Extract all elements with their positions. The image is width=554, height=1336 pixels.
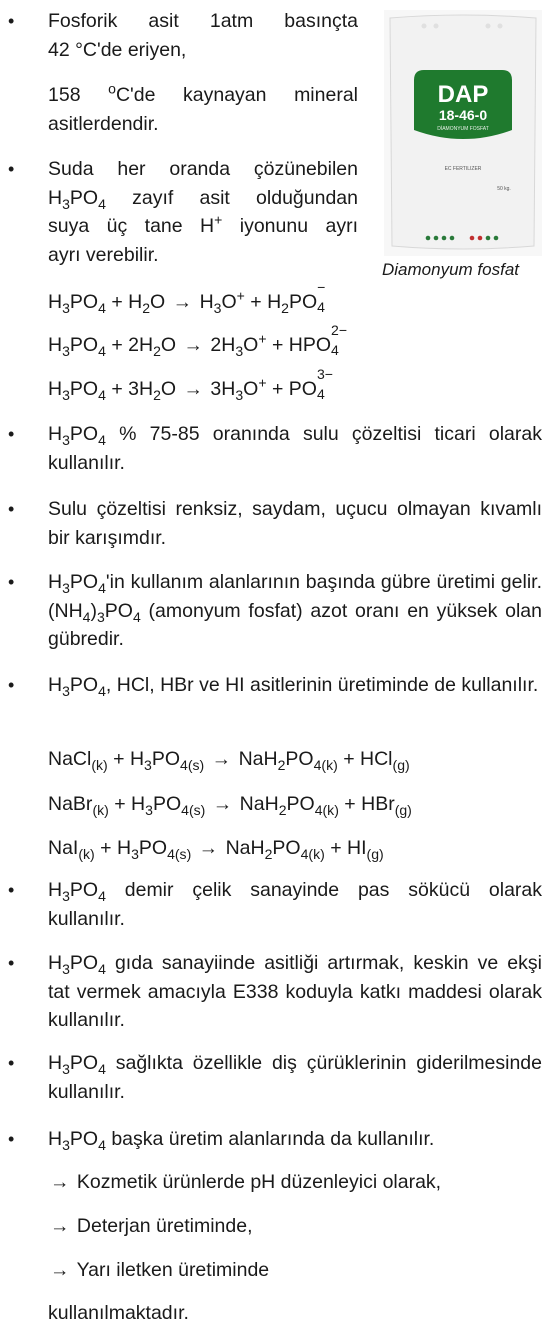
bullet: • — [8, 424, 15, 444]
text-line: 158 $^o$C'de kaynayan mineral — [48, 80, 359, 106]
text-line: $H_3PO_4$ zayıf asit olduğundan — [48, 186, 358, 212]
svg-text:EC FERTILIZER: EC FERTILIZER — [444, 166, 482, 172]
arrow-icon: → — [50, 1259, 70, 1281]
equation-5: NaBr$_{(k)}$ + $H_3PO_{4(s)} \to NaH_2PO_{4(k)} + HBr_{(g)}$ — [48, 790, 412, 819]
bullet: • — [8, 572, 15, 592]
bullet: • — [8, 1129, 15, 1149]
reaction-arrow-icon: → — [212, 793, 233, 815]
text-line: 42 °C'de eriyen, — [48, 38, 187, 61]
equation-1: $H_3PO_4 + H_2O \to H_3O^+ + H_2PO$ − 4 — [48, 279, 326, 316]
closing-text: kullanılmaktadır. — [48, 1302, 189, 1324]
list-item: → Yarı iletken üretiminde — [48, 1256, 269, 1285]
svg-text:50 kg.: 50 kg. — [497, 186, 511, 192]
equation-2: $H_3PO_4 + 2H_2O \to 2H_3O^+$ + HPO 2− 4 — [48, 322, 348, 359]
bullet: • — [8, 880, 15, 900]
figure-caption: Diamonyum fosfat — [382, 260, 519, 279]
dap-fertilizer-bag-image — [384, 10, 542, 256]
reaction-arrow-icon: → — [211, 748, 232, 770]
paragraph-1-cont — [48, 81, 358, 138]
list-item: → Deterjan üretiminde, — [48, 1212, 253, 1241]
reaction-arrow-icon: → — [172, 291, 193, 313]
text-line: suya üç tane H+ iyonunu ayrı — [48, 211, 359, 237]
arrow-icon: → — [50, 1215, 70, 1237]
equation-6: $NaI_{(k)} + H_3PO_{4(s)} \to NaH_2PO_{4(k)} + HI_{(g)}$ — [48, 834, 384, 863]
bullet: • — [8, 499, 15, 519]
text-line: ayrı verebilir. — [48, 243, 159, 266]
reaction-arrow-icon: → — [198, 837, 219, 859]
equation-4: NaCl$_{(k)}$ + $H_3PO_{4(s)} \to NaH_2PO_{4(k)} + HCl_{(g)}$ — [48, 745, 410, 774]
list-item: → Kozmetik ürünlerde pH düzenleyici olarak, — [48, 1168, 441, 1197]
svg-text:DAP: DAP — [437, 81, 489, 108]
arrow-icon: → — [50, 1171, 70, 1193]
text-line: Suda her oranda çözünebilen — [48, 158, 358, 180]
svg-text:18-46-0: 18-46-0 — [438, 107, 488, 123]
svg-text:DİAMONYUM FOSFAT: DİAMONYUM FOSFAT — [437, 126, 489, 132]
bullet: • — [8, 159, 15, 179]
reaction-arrow-icon: → — [183, 334, 203, 356]
equation-3: $H_3PO_4 + 3H_2O \to 3H_3O^+$ + PO 3− 4 — [48, 366, 333, 403]
text-line: asitlerdendir. — [48, 112, 159, 135]
text-line: Fosforik asit 1atm basınçta — [48, 10, 358, 32]
bullet: • — [8, 675, 15, 695]
reaction-arrow-icon: → — [183, 378, 203, 400]
bullet: • — [8, 1053, 15, 1073]
bullet: • — [8, 11, 15, 31]
bullet: • — [8, 953, 15, 973]
